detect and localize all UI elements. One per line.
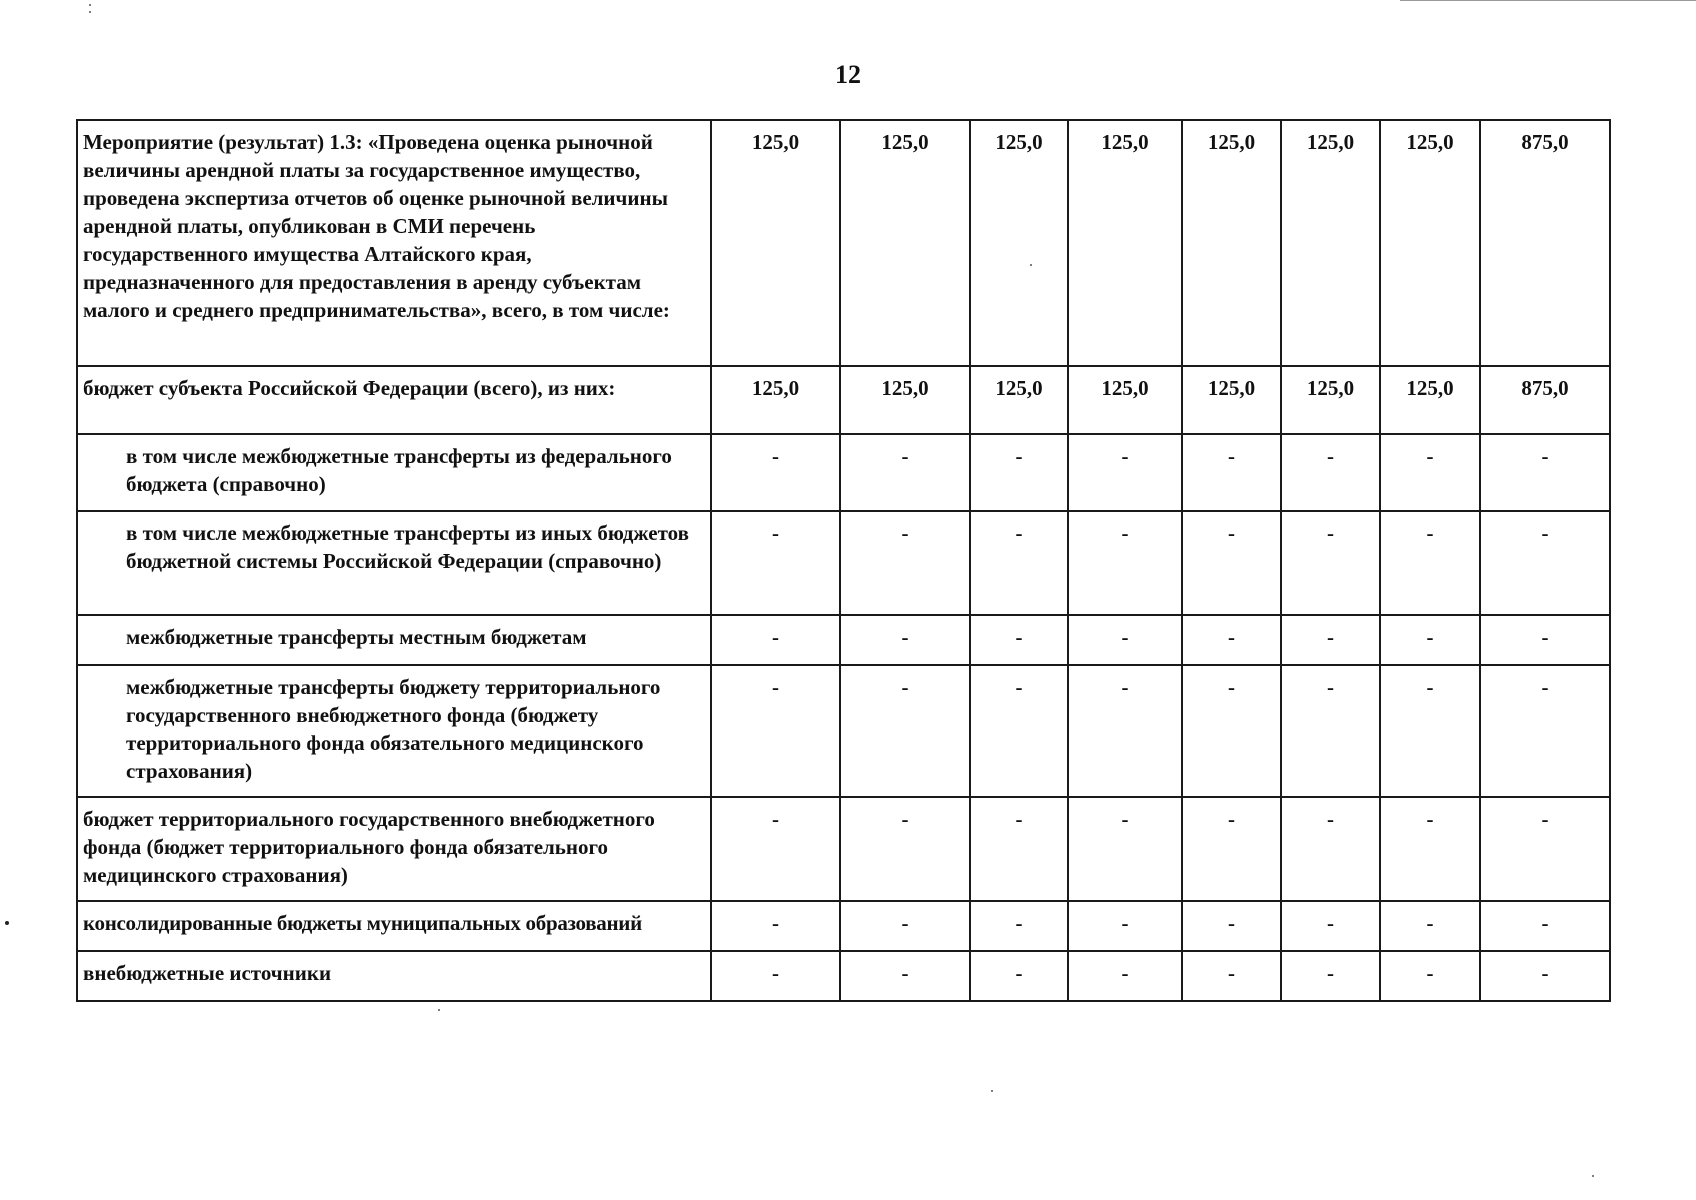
scan-speck (89, 11, 91, 13)
value-cell: - (1182, 665, 1281, 797)
value-cell: - (1281, 951, 1380, 1001)
table-row (77, 434, 1610, 511)
table-row (77, 366, 1610, 434)
row-label: в том числе межбюджетные трансферты из иных бюджетов бюджетной системы Российской Федерации (справочно) (77, 511, 711, 615)
value-cell: - (970, 797, 1068, 901)
value-cell: 875,0 (1480, 366, 1610, 434)
value-cell: - (1068, 615, 1182, 665)
scan-speck (991, 1090, 993, 1092)
value-cell: - (840, 665, 970, 797)
value-cell: - (1281, 797, 1380, 901)
value-cell: 125,0 (1182, 366, 1281, 434)
value-cell: - (1480, 615, 1610, 665)
row-label: внебюджетные источники (77, 951, 711, 1001)
value-cell: 875,0 (1480, 120, 1610, 366)
value-cell: - (711, 434, 840, 511)
table-row (77, 665, 1610, 797)
row-label: в том числе межбюджетные трансферты из федерального бюджета (справочно) (77, 434, 711, 511)
value-cell: 125,0 (840, 366, 970, 434)
value-cell: - (1182, 434, 1281, 511)
value-cell: 125,0 (970, 120, 1068, 366)
table-row (77, 951, 1610, 1001)
value-cell: - (1380, 665, 1480, 797)
value-cell: - (1480, 797, 1610, 901)
value-cell: - (711, 901, 840, 951)
value-cell: - (1380, 797, 1480, 901)
value-cell: - (1281, 615, 1380, 665)
value-cell: - (1068, 951, 1182, 1001)
value-cell: - (1281, 434, 1380, 511)
value-cell: 125,0 (1068, 366, 1182, 434)
table-row (77, 511, 1610, 615)
value-cell: 125,0 (1182, 120, 1281, 366)
value-cell: - (711, 615, 840, 665)
row-label: консолидированные бюджеты муниципальных образований (77, 901, 711, 951)
row-label: межбюджетные трансферты местным бюджетам (77, 615, 711, 665)
table-row (77, 797, 1610, 901)
value-cell: - (711, 665, 840, 797)
value-cell: - (1182, 797, 1281, 901)
scan-speck (89, 4, 91, 6)
value-cell: - (1068, 511, 1182, 615)
row-label: бюджет территориального государственного внебюджетного фонда (бюджет территориального фонда обязательного медицинского страхования) (77, 797, 711, 901)
value-cell: - (1480, 901, 1610, 951)
value-cell: - (1068, 665, 1182, 797)
value-cell: - (840, 951, 970, 1001)
value-cell: - (1380, 511, 1480, 615)
value-cell: 125,0 (970, 366, 1068, 434)
value-cell: - (1480, 434, 1610, 511)
value-cell: - (840, 797, 970, 901)
scan-speck (5, 921, 9, 925)
value-cell: - (970, 951, 1068, 1001)
value-cell: - (1182, 511, 1281, 615)
value-cell: - (1480, 951, 1610, 1001)
value-cell: - (1281, 901, 1380, 951)
value-cell: - (1068, 797, 1182, 901)
value-cell: - (1068, 434, 1182, 511)
value-cell: - (840, 615, 970, 665)
value-cell: - (970, 511, 1068, 615)
row-label: Мероприятие (результат) 1.3: «Проведена оценка рыночной величины арендной платы за государственное имущество, проведена экспертиза отчетов об оценке рыночной величины арендной платы, опубликован в СМИ перечень государственного имущества Алтайского края, предназначенного для предоставления в аренду субъектам малого и среднего предпринимательства», всего, в том числе: (77, 120, 711, 366)
value-cell: - (1480, 665, 1610, 797)
page-number: 12 (835, 60, 861, 89)
value-cell: - (711, 797, 840, 901)
value-cell: - (1182, 951, 1281, 1001)
value-cell: - (1182, 901, 1281, 951)
value-cell: 125,0 (1380, 120, 1480, 366)
value-cell: - (970, 434, 1068, 511)
value-cell: - (840, 434, 970, 511)
value-cell: - (1380, 434, 1480, 511)
value-cell: - (1182, 615, 1281, 665)
value-cell: - (1480, 511, 1610, 615)
row-label: межбюджетные трансферты бюджету территориального государственного внебюджетного фонда (бюджету территориального фонда обязательного медицинского страхования) (77, 665, 711, 797)
scan-speck (438, 1009, 440, 1011)
value-cell: - (711, 951, 840, 1001)
value-cell: - (1281, 665, 1380, 797)
value-cell: - (1380, 901, 1480, 951)
value-cell: 125,0 (1281, 120, 1380, 366)
value-cell: - (1281, 511, 1380, 615)
value-cell: 125,0 (1068, 120, 1182, 366)
value-cell: - (840, 511, 970, 615)
value-cell: - (970, 615, 1068, 665)
value-cell: - (1380, 951, 1480, 1001)
value-cell: 125,0 (711, 120, 840, 366)
value-cell: - (1380, 615, 1480, 665)
value-cell: 125,0 (840, 120, 970, 366)
scan-speck (1592, 1175, 1594, 1177)
table-row (77, 120, 1610, 366)
value-cell: - (970, 665, 1068, 797)
budget-table-body (77, 120, 1610, 1001)
table-row (77, 901, 1610, 951)
value-cell: 125,0 (1281, 366, 1380, 434)
row-label: бюджет субъекта Российской Федерации (всего), из них: (77, 366, 711, 434)
scan-edge-line (1400, 0, 1696, 1)
value-cell: - (970, 901, 1068, 951)
value-cell: 125,0 (1380, 366, 1480, 434)
value-cell: - (711, 511, 840, 615)
budget-table (76, 119, 1611, 1002)
value-cell: - (1068, 901, 1182, 951)
table-row (77, 615, 1610, 665)
value-cell: - (840, 901, 970, 951)
value-cell: 125,0 (711, 366, 840, 434)
